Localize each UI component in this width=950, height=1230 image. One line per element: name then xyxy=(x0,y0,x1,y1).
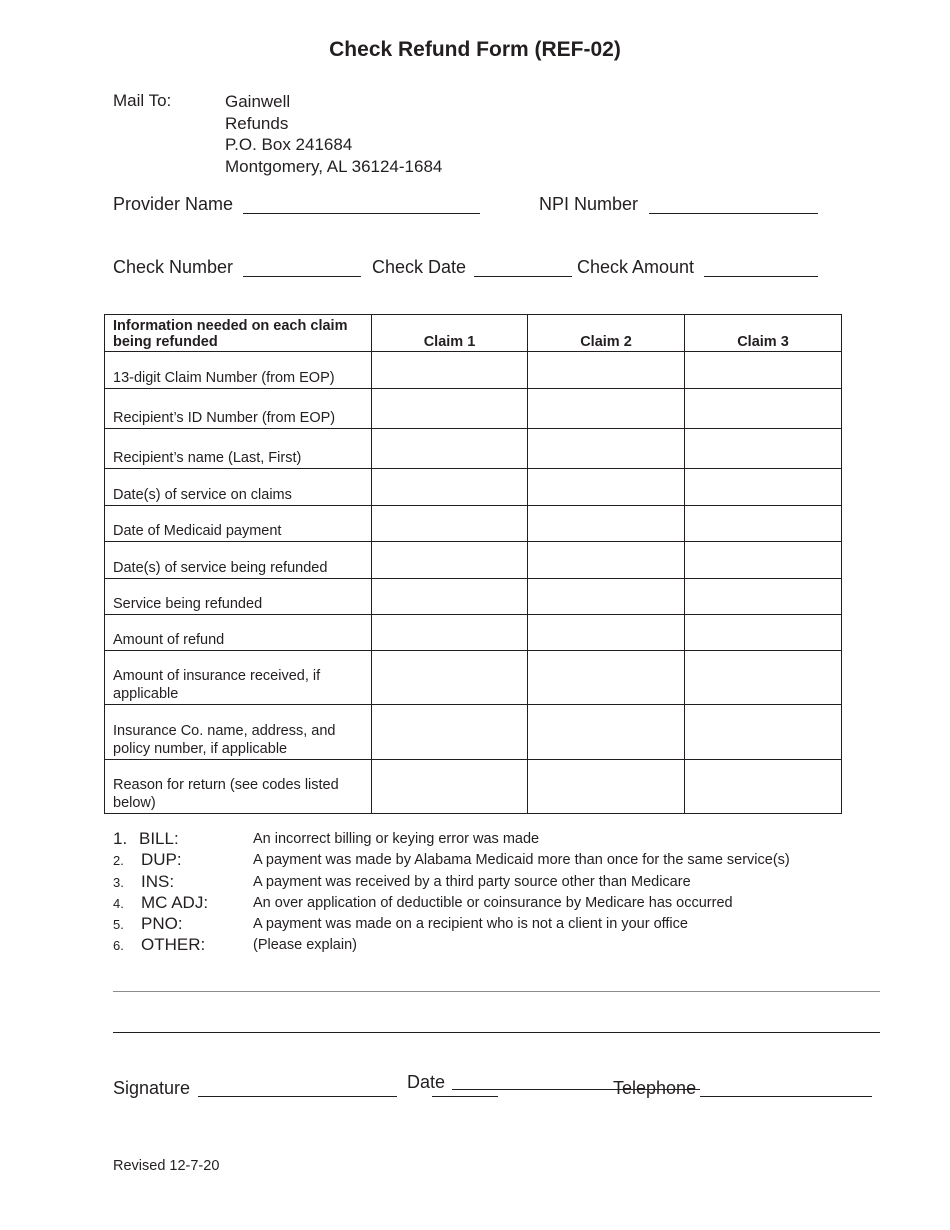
telephone-field[interactable] xyxy=(700,1096,872,1097)
header-claim-1: Claim 1 xyxy=(372,315,528,352)
revision-note: Revised 12-7-20 xyxy=(113,1158,220,1174)
address-line: Gainwell xyxy=(225,92,291,111)
list-item xyxy=(113,914,873,935)
table-row xyxy=(105,506,842,542)
table-row xyxy=(105,469,842,506)
list-item xyxy=(113,850,873,871)
claim-3-cell[interactable] xyxy=(685,579,842,615)
mail-to-address xyxy=(225,91,442,177)
form-title: Check Refund Form (REF-02) xyxy=(329,38,621,61)
row-label: Date of Medicaid payment xyxy=(105,506,372,542)
claims-table xyxy=(104,314,842,814)
row-label: Amount of refund xyxy=(105,615,372,651)
claim-3-cell[interactable] xyxy=(685,389,842,429)
claim-2-cell[interactable] xyxy=(528,705,685,760)
row-label: 13-digit Claim Number (from EOP) xyxy=(105,352,372,389)
table-row xyxy=(105,705,842,760)
check-number-field[interactable] xyxy=(243,276,361,277)
code-description: A payment was made by Alabama Medicaid more than once for the same service(s) xyxy=(253,852,790,869)
code-number: 1. xyxy=(113,829,128,848)
claim-2-cell[interactable] xyxy=(528,542,685,579)
code-number: 3. xyxy=(113,874,124,890)
claim-3-cell[interactable] xyxy=(685,469,842,506)
reason-codes-list xyxy=(113,829,873,957)
row-label: Date(s) of service being refunded xyxy=(105,542,372,579)
check-number-label: Check Number xyxy=(113,257,234,277)
claim-3-cell[interactable] xyxy=(685,760,842,814)
code-number: 2. xyxy=(113,853,124,869)
telephone-label: Telephone xyxy=(613,1078,697,1098)
table-header-row xyxy=(105,315,842,352)
row-label: Amount of insurance received, if applicable xyxy=(105,651,372,705)
claim-2-cell[interactable] xyxy=(528,469,685,506)
claim-2-cell[interactable] xyxy=(528,760,685,814)
code-key: MC ADJ: xyxy=(141,892,209,912)
code-description: A payment was made on a recipient who is not a client in your office xyxy=(253,916,688,933)
table-row xyxy=(105,760,842,814)
header-claim-2: Claim 2 xyxy=(528,315,685,352)
code-number: 5. xyxy=(113,917,124,933)
npi-number-field[interactable] xyxy=(649,213,818,214)
code-key: PNO: xyxy=(141,914,183,934)
table-row xyxy=(105,579,842,615)
claim-1-cell[interactable] xyxy=(372,615,528,651)
address-line: Montgomery, AL 36124-1684 xyxy=(225,156,443,176)
list-item xyxy=(113,935,873,956)
table-row xyxy=(105,352,842,389)
claim-1-cell[interactable] xyxy=(372,506,528,542)
row-label: Reason for return (see codes listed below) xyxy=(105,760,372,814)
check-date-field[interactable] xyxy=(474,276,572,277)
claim-2-cell[interactable] xyxy=(528,389,685,429)
list-item xyxy=(113,872,873,893)
claim-2-cell[interactable] xyxy=(528,615,685,651)
code-description: An over application of deductible or coinsurance by Medicare has occurred xyxy=(253,894,733,911)
header-claim-3: Claim 3 xyxy=(685,315,842,352)
claim-1-cell[interactable] xyxy=(372,579,528,615)
list-item xyxy=(113,829,873,850)
provider-name-label: Provider Name xyxy=(113,194,234,214)
claim-3-cell[interactable] xyxy=(685,615,842,651)
check-amount-label: Check Amount xyxy=(577,257,695,277)
claim-3-cell[interactable] xyxy=(685,429,842,469)
claim-2-cell[interactable] xyxy=(528,429,685,469)
address-line: P.O. Box 241684 xyxy=(225,135,353,154)
row-label: Recipient’s name (Last, First) xyxy=(105,429,372,469)
explain-line-2[interactable] xyxy=(113,1032,880,1033)
claim-3-cell[interactable] xyxy=(685,506,842,542)
list-item xyxy=(113,893,873,914)
claim-2-cell[interactable] xyxy=(528,506,685,542)
table-row xyxy=(105,389,842,429)
signature-label: Signature xyxy=(113,1078,191,1098)
claim-2-cell[interactable] xyxy=(528,352,685,389)
date-field[interactable] xyxy=(432,1096,498,1097)
claim-1-cell[interactable] xyxy=(372,542,528,579)
provider-name-field[interactable] xyxy=(243,213,480,214)
claim-1-cell[interactable] xyxy=(372,705,528,760)
row-label: Recipient’s ID Number (from EOP) xyxy=(105,389,372,429)
explain-line-1[interactable] xyxy=(113,991,880,992)
signature-field[interactable] xyxy=(198,1096,397,1097)
check-date-label: Check Date xyxy=(372,257,467,277)
table-row xyxy=(105,429,842,469)
code-key: INS: xyxy=(141,871,175,891)
table-row xyxy=(105,615,842,651)
code-key: OTHER: xyxy=(141,935,206,955)
mail-to-label: Mail To: xyxy=(113,91,172,110)
date-label: Date xyxy=(407,1072,446,1092)
code-number: 6. xyxy=(113,938,124,954)
claim-1-cell[interactable] xyxy=(372,651,528,705)
row-label: Date(s) of service on claims xyxy=(105,469,372,506)
claim-3-cell[interactable] xyxy=(685,651,842,705)
code-description: (Please explain) xyxy=(253,937,357,954)
claim-1-cell[interactable] xyxy=(372,389,528,429)
claim-3-cell[interactable] xyxy=(685,542,842,579)
check-amount-field[interactable] xyxy=(704,276,818,277)
table-row xyxy=(105,651,842,705)
claim-3-cell[interactable] xyxy=(685,705,842,760)
claim-2-cell[interactable] xyxy=(528,651,685,705)
address-line: Refunds xyxy=(225,113,289,133)
code-key: BILL: xyxy=(139,829,179,848)
row-label: Service being refunded xyxy=(105,579,372,615)
claim-1-cell[interactable] xyxy=(372,760,528,814)
claim-1-cell[interactable] xyxy=(372,469,528,506)
header-info-needed: Information needed on each claim being refunded xyxy=(105,315,372,352)
code-description: An incorrect billing or keying error was made xyxy=(253,831,540,847)
code-number: 4. xyxy=(113,895,124,911)
code-description: A payment was received by a third party source other than Medicare xyxy=(253,873,691,890)
code-key: DUP: xyxy=(141,850,182,870)
row-label: Insurance Co. name, address, and policy number, if applicable xyxy=(105,705,372,760)
claim-3-cell[interactable] xyxy=(685,352,842,389)
claim-1-cell[interactable] xyxy=(372,352,528,389)
claim-1-cell[interactable] xyxy=(372,429,528,469)
claim-2-cell[interactable] xyxy=(528,579,685,615)
table-row xyxy=(105,542,842,579)
npi-number-label: NPI Number xyxy=(539,194,639,214)
